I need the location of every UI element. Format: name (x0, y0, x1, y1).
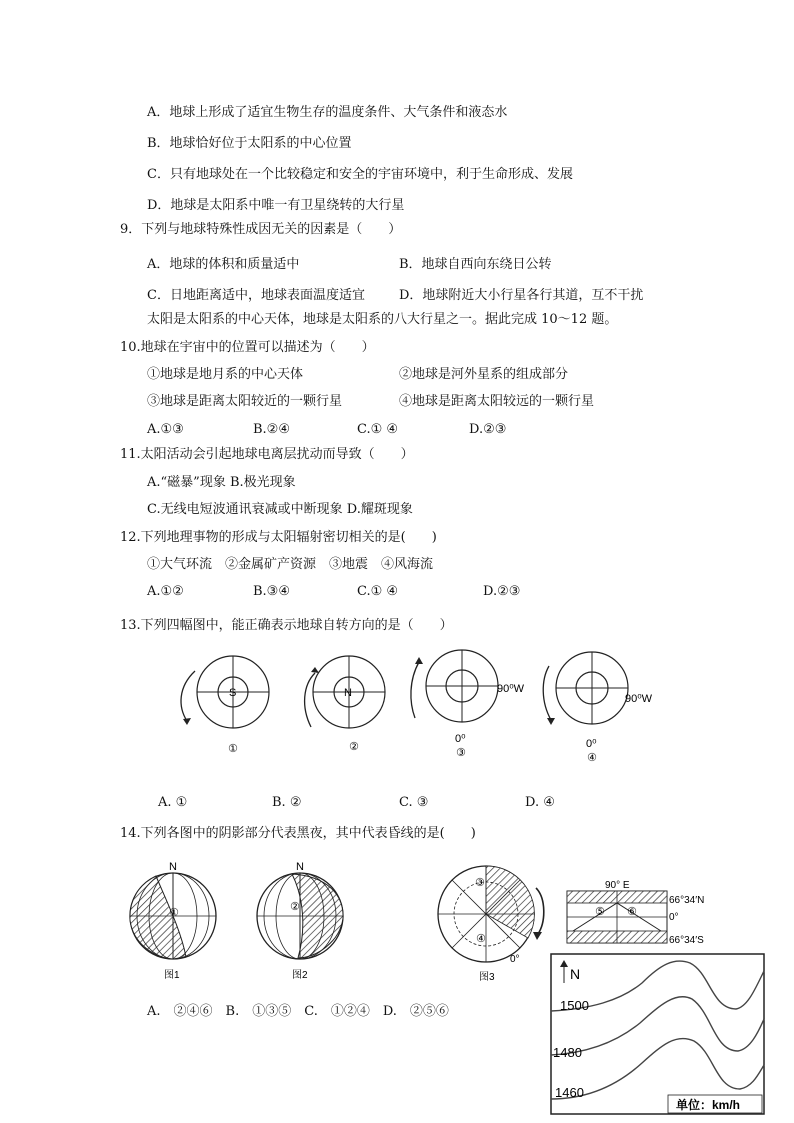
q12-option-d: D.②③ (483, 584, 521, 599)
q13-option-a: A. ① (158, 795, 188, 810)
lat-label: 0° (669, 912, 679, 923)
q12-stem: 12.下列地理事物的形成与太阳辐射密切相关的是( ) (120, 530, 437, 545)
q9-option-b: B．地球自西向东绕日公转 (399, 257, 552, 272)
lon-label: 90⁰W (497, 683, 525, 695)
fig-number: ④ (587, 752, 597, 764)
q13-option-c: C. ③ (399, 795, 429, 810)
figure-caption: 图2 (292, 970, 308, 981)
q12-option-c: C.① ④ (357, 584, 399, 599)
q14-figure-4 (565, 877, 720, 949)
q12-items: ①大气环流 ②金属矿产资源 ③地震 ④风海流 (147, 557, 434, 572)
q10-statement-1: ①地球是地月系的中心天体 (147, 367, 304, 382)
q13-option-d: D. ④ (525, 795, 555, 810)
lon-label: 0⁰ (455, 733, 466, 745)
intro-10-12: 太阳是太阳系的中心天体，地球是太阳系的八大行星之一。据此完成 10～12 题。 (147, 312, 618, 327)
lon-label: 0⁰ (586, 738, 597, 750)
q14-figure-2 (252, 858, 352, 988)
q12-option-b: B.③④ (253, 584, 290, 599)
marker-3: ③ (475, 877, 485, 889)
q13-option-b: B. ② (272, 795, 302, 810)
q10-option-c: C.① ④ (357, 422, 399, 437)
isoline-value: 1480 (553, 1045, 582, 1060)
north-label: N (169, 861, 177, 873)
q10-stem: 10.地球在宇宙中的位置可以描述为（ ） (120, 340, 375, 355)
rotation-arrow (181, 671, 195, 721)
north-label: N (296, 861, 304, 873)
q12-option-a: A.①② (147, 584, 184, 599)
figure-caption: 图3 (479, 972, 495, 983)
fig-number: ③ (456, 747, 466, 759)
isoline-value: 1460 (555, 1085, 584, 1100)
q13-stem: 13.下列四幅图中，能正确表示地球自转方向的是（ ） (120, 618, 453, 633)
q8-option-b: B．地球恰好位于太阳系的中心位置 (147, 136, 352, 151)
lon-label: 90⁰W (625, 693, 653, 705)
q11-options-ab: A.“磁暴”现象 B.极光现象 (147, 475, 296, 490)
marker-5: ⑤ (595, 906, 605, 918)
q14-options: A. ②④⑥ B. ①③⑤ C. ①②④ D. ②⑤⑥ (147, 1004, 449, 1019)
lat-label: 66°34′S (669, 935, 704, 946)
marker-4: ④ (476, 933, 486, 945)
figure-caption: 图1 (164, 970, 180, 981)
north-label: N (570, 966, 581, 982)
q9-stem: 9．下列与地球特殊性成因无关的因素是（ ） (120, 222, 402, 237)
rotation-arrow (411, 662, 419, 718)
q14-stem: 14.下列各图中的阴影部分代表黑夜，其中代表昏线的是( ) (120, 826, 476, 841)
q10-statement-3: ③地球是距离太阳较近的一颗行星 (147, 394, 343, 409)
marker-6: ⑥ (627, 906, 637, 918)
marker-2: ② (290, 901, 300, 913)
q10-option-a: A.①③ (147, 422, 184, 437)
q11-options-cd: C.无线电短波通讯衰减或中断现象 D.耀斑现象 (147, 502, 413, 517)
q9-option-c: C．日地距离适中，地球表面温度适宜 (147, 288, 365, 303)
q11-stem: 11.太阳活动会引起地球电离层扰动而导致（ ） (120, 447, 414, 462)
q9-option-d: D．地球附近大小行星各行其道，互不干扰 (399, 288, 644, 303)
rotation-arrow (543, 666, 551, 720)
q14-figure-1 (125, 858, 225, 988)
q13-figure-1 (175, 655, 285, 760)
fig-number: ② (349, 741, 359, 753)
fig-number: ① (228, 743, 238, 755)
lon-label: 90° E (605, 880, 630, 891)
lon-label: 0° (510, 954, 520, 965)
pole-label: S (229, 687, 237, 699)
q14-figure-3 (432, 858, 557, 988)
q13-figure-2 (297, 655, 407, 760)
q10-statement-2: ②地球是河外星系的组成部分 (399, 367, 569, 382)
lat-label: 66°34′N (669, 895, 705, 906)
isoline-value: 1500 (560, 998, 589, 1013)
q10-option-b: B.②④ (253, 422, 290, 437)
marker-1: ① (169, 907, 179, 919)
q10-statement-4: ④地球是距离太阳较远的一颗行星 (399, 394, 595, 409)
q9-option-a: A．地球的体积和质量适中 (147, 257, 300, 272)
pole-label: N (344, 687, 352, 699)
q13-figure-3 (405, 650, 535, 765)
unit-label: 单位：km/h (676, 1098, 741, 1112)
q8-option-a: A．地球上形成了适宜生物生存的温度条件、大气条件和液态水 (147, 105, 508, 120)
q10-option-d: D.②③ (469, 422, 507, 437)
q13-figure-4 (537, 650, 667, 770)
q8-option-c: C．只有地球处在一个比较稳定和安全的宇宙环境中，利于生命形成、发展 (147, 167, 573, 182)
q8-option-d: D．地球是太阳系中唯一有卫星绕转的大行星 (147, 198, 405, 213)
isoline-map (550, 953, 766, 1117)
